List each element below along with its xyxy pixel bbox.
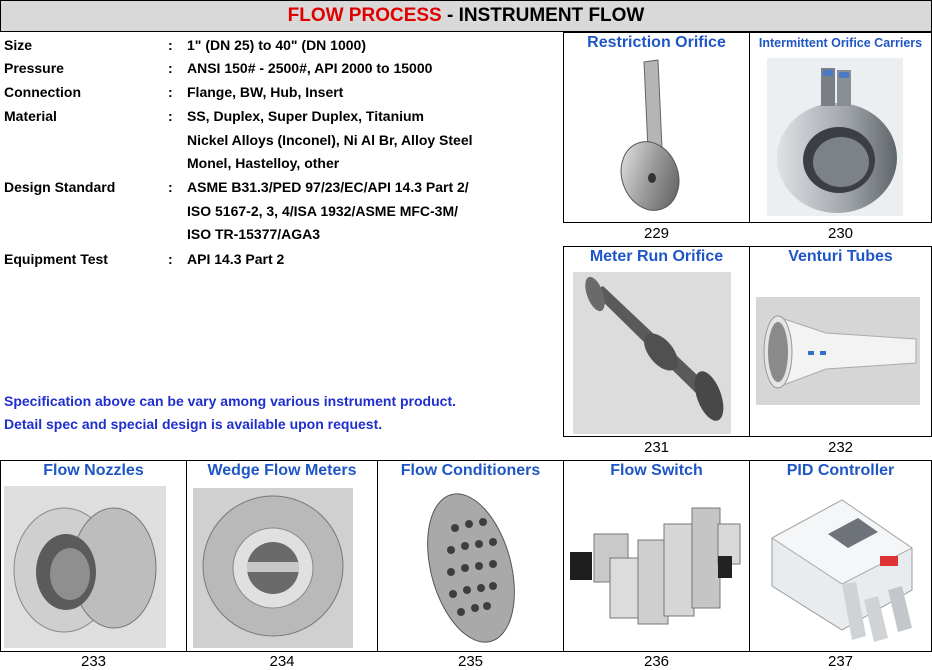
spec-label: Design Standard: [4, 179, 116, 195]
spec-row-pressure: [4, 57, 564, 79]
product-code: 235: [457, 653, 484, 670]
spec-row-material: [4, 105, 564, 175]
product-code: 231: [643, 439, 670, 456]
product-code: 234: [269, 653, 295, 670]
spec-value: Flange, BW, Hub, Insert: [187, 84, 344, 100]
flow-conditioner-image: [425, 488, 517, 648]
spec-label: Equipment Test: [4, 251, 108, 267]
spec-row-equipment-test: [4, 248, 564, 270]
spec-colon: :: [168, 251, 173, 267]
spec-value: API 14.3 Part 2: [187, 251, 285, 267]
title-highlight: FLOW PROCESS: [287, 5, 442, 26]
spec-label: Material: [4, 108, 57, 124]
spec-value: Nickel Alloys (Inconel), Ni Al Br, Alloy Steel: [187, 132, 473, 148]
product-name: Wedge Flow Meters: [207, 462, 357, 479]
spec-row-size: [4, 34, 564, 56]
spec-row-connection: [4, 81, 564, 103]
orifice-carrier-image: [767, 58, 903, 216]
product-name: Flow Nozzles: [43, 462, 144, 479]
product-code: 229: [643, 225, 670, 242]
spec-value: ASME B31.3/PED 97/23/EC/API 14.3 Part 2/: [187, 179, 469, 195]
spec-colon: :: [168, 108, 173, 124]
product-name: Flow Switch: [610, 462, 703, 479]
product-code: 232: [827, 439, 854, 456]
spec-colon: :: [168, 179, 173, 195]
restriction-orifice-image: [600, 58, 710, 216]
product-name: PID Controller: [786, 462, 895, 479]
spec-value: ISO 5167-2, 3, 4/ISA 1932/ASME MFC-3M/: [187, 203, 459, 219]
wedge-meter-image: [193, 488, 353, 648]
spec-value: ISO TR-15377/AGA3: [187, 226, 321, 242]
note-line: Specification above can be vary among various instrument product.: [4, 393, 456, 409]
product-code: 237: [827, 653, 854, 670]
spec-colon: :: [168, 37, 173, 53]
spec-row-design-standard: [4, 176, 564, 246]
product-code: 230: [827, 225, 854, 242]
spec-value: SS, Duplex, Super Duplex, Titanium: [187, 108, 425, 124]
spec-label: Connection: [4, 84, 81, 100]
note-line: Detail spec and special design is available upon request.: [4, 416, 383, 432]
title-rest: - INSTRUMENT FLOW: [441, 5, 645, 26]
venturi-tube-image: [756, 297, 920, 405]
product-name: Flow Conditioners: [400, 462, 541, 479]
flow-nozzle-image: [4, 486, 166, 648]
product-code: 233: [80, 653, 107, 670]
product-name: Venturi Tubes: [788, 248, 893, 265]
spec-colon: :: [168, 60, 173, 76]
page-title: [0, 0, 932, 32]
pid-controller-image: [752, 490, 924, 648]
meter-run-image: [573, 272, 731, 434]
spec-colon: :: [168, 84, 173, 100]
product-name: Intermittent Orifice Carriers: [758, 36, 923, 50]
product-name: Meter Run Orifice: [589, 248, 724, 265]
spec-label: Size: [4, 37, 33, 53]
product-name: Restriction Orifice: [587, 34, 726, 51]
spec-value: ANSI 150# - 2500#, API 2000 to 15000: [187, 60, 433, 76]
product-code: 236: [643, 653, 670, 670]
flow-switch-image: [568, 500, 744, 640]
spec-label: Pressure: [4, 60, 64, 76]
spec-value: Monel, Hastelloy, other: [187, 155, 340, 171]
spec-value: 1" (DN 25) to 40" (DN 1000): [187, 37, 366, 53]
